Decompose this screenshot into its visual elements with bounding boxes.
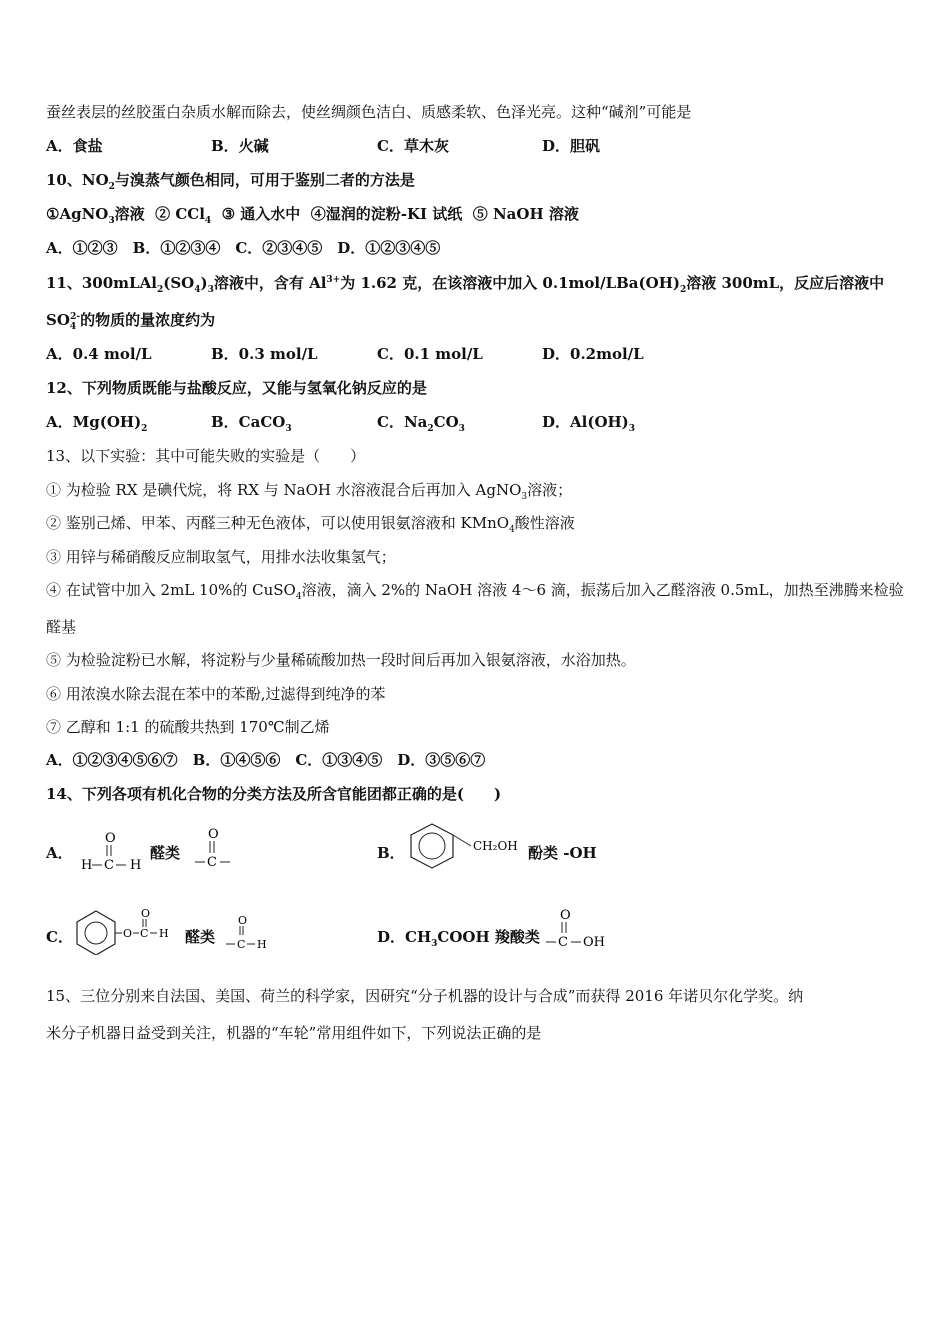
svg-text:C: C (207, 855, 217, 870)
q11-stem: 11、$300mLAl_2(SO_4)_3$溶液中，含有 $Al^{3+}$为 1.62 克，在该溶液中加入 $0.1mol/LBa(OH)_2$溶液 300mL，反应后溶液中 (46, 274, 885, 295)
q14-stem: 14、下列各项有机化合物的分类方法及所含官能团都正确的是( ) (46, 785, 502, 803)
q14-option-d[interactable] (377, 927, 540, 947)
q11-option-c[interactable]: C．0.1 mol/L (377, 345, 483, 363)
q14-option-d-formula: $CH_3COOH$ 羧酸类 (405, 928, 540, 949)
q12-option-c[interactable]: C．$Na_2CO_3$ (377, 413, 465, 434)
q14-option-a-class: 醛类 (150, 844, 181, 862)
q13-item-1: ① 为检验 RX 是碘代烷，将 RX 与 NaOH 水溶液混合后再加入 AgNO$_3$溶液； (46, 481, 573, 502)
svg-text:O: O (141, 907, 151, 920)
q10-method-2: ② CCl$_4$ (155, 205, 212, 226)
q14-option-c-label[interactable]: C． (46, 928, 73, 946)
q13-item-2: ② 鉴别己烯、甲苯、丙醛三种无色液体，可以使用银氨溶液和 KMnO$_4$酸性溶液 (46, 514, 575, 535)
q9-option-d[interactable]: D．胆矾 (542, 137, 601, 155)
q13-item-3: ③ 用锌与稀硝酸反应制取氢气，用排水法收集氢气； (46, 548, 396, 566)
q11-option-a[interactable]: A．0.4 mol/L (46, 345, 152, 363)
q9-option-a[interactable]: A．食盐 (46, 137, 103, 155)
svg-text:O: O (208, 827, 219, 842)
q10-stem (46, 170, 415, 190)
svg-text:C: C (558, 935, 568, 950)
q15-stem-line2: 米分子机器日益受到关注，机器的“车轮”常用组件如下，下列说法正确的是 (46, 1024, 542, 1042)
q14-option-a-label[interactable]: A． (46, 844, 73, 862)
q9-option-c[interactable]: C．草木灰 (377, 137, 449, 155)
benzyl-alcohol-structure (405, 820, 525, 870)
q14-option-b-class: 酚类 -OH (528, 844, 597, 862)
q14-option-c-class: 醛类 (185, 928, 216, 946)
q10-method-4: ④湿润的淀粉-KI 试纸 (310, 205, 463, 223)
q9-option-b[interactable]: B．火碱 (211, 137, 269, 155)
phenyl-formate-structure (72, 905, 184, 955)
q10-choices[interactable]: A．①②③ B．①②③④ C．②③④⑤ D．①②③④⑤ (46, 239, 441, 257)
q10-formula-sub: 2 (108, 182, 115, 192)
q11-stem-line2: $SO_4^{2-}$的物质的量浓度约为 (46, 311, 216, 332)
q12-option-d[interactable]: D．$Al(OH)_3$ (542, 413, 636, 434)
q12-option-a[interactable]: A．$Mg(OH)_2$ (46, 413, 148, 434)
q10-method-3: ③ 通入水中 (221, 205, 301, 223)
svg-text:O: O (105, 831, 116, 846)
svg-text:H: H (257, 938, 267, 951)
q10-method-5: ⑤ NaOH 溶液 (472, 205, 579, 223)
q15-stem-line1: 15、三位分别来自法国、美国、荷兰的科学家，因研究“分子机器的设计与合成”而获得 2016 年诺贝尔化学奖。纳 (46, 987, 804, 1005)
q10-method-1: ①AgNO$_3$溶液 (46, 205, 145, 226)
svg-text:H: H (130, 858, 142, 873)
aldehyde-group-structure (224, 913, 274, 953)
svg-text:CH₂OH: CH₂OH (473, 839, 518, 853)
svg-text:O: O (560, 908, 571, 923)
q10-number: 10、 (46, 171, 82, 189)
svg-text:H: H (81, 858, 93, 873)
q10-formula: NO (81, 171, 109, 189)
q13-stem: 13、以下实验：其中可能失败的实验是（ ） (46, 447, 366, 465)
q13-item-6: ⑥ 用浓溴水除去混在苯中的苯酚,过滤得到纯净的苯 (46, 685, 386, 703)
carboxyl-group-structure (544, 906, 614, 951)
q10-methods (46, 204, 579, 224)
svg-text:C: C (140, 927, 149, 940)
q12-option-b[interactable]: B．CaCO$_3$ (211, 413, 292, 434)
q14-option-b-label[interactable]: B． (377, 844, 405, 862)
carbonyl-group-structure (193, 826, 253, 871)
q9-stem: 蚕丝表层的丝胶蛋白杂质水解而除去，使丝绸颜色洁白、质感柔软、色泽光亮。这种“碱剂”可能是 (46, 103, 692, 121)
q13-item-5: ⑤ 为检验淀粉已水解，将淀粉与少量稀硫酸加热一段时间后再加入银氨溶液，水浴加热。 (46, 651, 636, 669)
svg-text:O: O (238, 914, 248, 927)
q13-item-4-cont: 醛基 (46, 618, 77, 636)
q14-option-d-label: D． (377, 928, 406, 946)
svg-text:C: C (237, 938, 246, 951)
svg-text:OH: OH (583, 935, 605, 950)
q11-option-d[interactable]: D．0.2mol/L (542, 345, 644, 363)
q11-option-b[interactable]: B．0.3 mol/L (211, 345, 318, 363)
q10-stem-text: 与溴蒸气颜色相同，可用于鉴别二者的方法是 (114, 171, 415, 189)
q13-item-4: ④ 在试管中加入 2mL 10%的 CuSO$_4$溶液，滴入 2%的 NaOH 溶液 4～6 滴，振荡后加入乙醛溶液 0.5mL，加热至沸腾来检验 (46, 581, 904, 602)
q13-choices[interactable]: A．①②③④⑤⑥⑦ B．①④⑤⑥ C．①③④⑤ D．③⑤⑥⑦ (46, 751, 486, 769)
q13-item-7: ⑦ 乙醇和 1:1 的硫酸共热到 170℃制乙烯 (46, 718, 330, 736)
formaldehyde-structure (78, 830, 148, 875)
svg-text:C: C (104, 858, 114, 873)
svg-text:O: O (123, 927, 133, 940)
q12-stem: 12、下列物质既能与盐酸反应，又能与氢氧化钠反应的是 (46, 379, 427, 397)
svg-text:H: H (159, 927, 169, 940)
